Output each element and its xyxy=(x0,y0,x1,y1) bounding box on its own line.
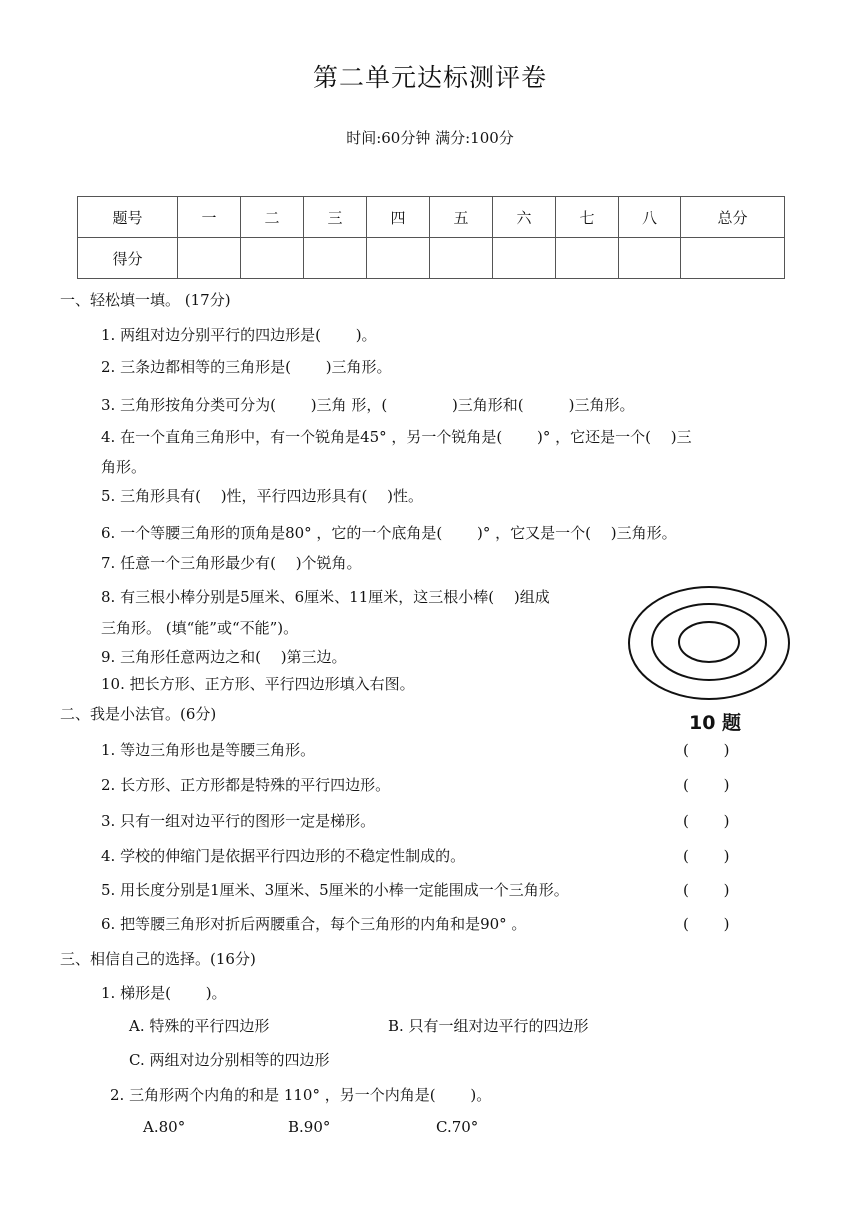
section3-question-2: 2. 三角形两个内角的和是 110° ，另一个内角是( )。 xyxy=(110,1086,492,1104)
score-entry-cell[interactable] xyxy=(681,238,785,279)
section1-question-5: 5. 三角形具有( )性，平行四边形具有( )性。 xyxy=(101,487,424,505)
score-header-cell: 四 xyxy=(367,197,430,238)
section1-question-8-continued: 三角形。 (填“能”或“不能”)。 xyxy=(101,619,299,637)
section1-question-3: 3. 三角形按角分类可分为( )三角 形，( )三角形和( )三角形。 xyxy=(101,396,635,414)
score-entry-cell[interactable] xyxy=(241,238,304,279)
score-table-header-row xyxy=(78,197,785,238)
score-header-cell: 题号 xyxy=(78,197,178,238)
score-header-cell: 一 xyxy=(178,197,241,238)
score-entry-cell[interactable] xyxy=(178,238,241,279)
section1-question-4: 4. 在一个直角三角形中，有一个锐角是45° ，另一个锐角是( )° ，它还是一个( )三 xyxy=(101,428,692,446)
section2-heading: 二、我是小法官。(6分) xyxy=(60,705,217,723)
section1-question-4-continued: 角形。 xyxy=(101,458,147,476)
answer-paren[interactable]: ( ) xyxy=(683,847,730,865)
section1-heading: 一、轻松填一填。 (17分) xyxy=(60,291,231,309)
section2-item-3: 3. 只有一组对边平行的图形一定是梯形。 xyxy=(101,812,376,830)
section3-q1-option-c[interactable]: C. 两组对边分别相等的四边形 xyxy=(129,1051,330,1069)
exam-subtitle: 时间:60分钟 满分:100分 xyxy=(346,129,514,147)
section1-question-10: 10. 把长方形、正方形、平行四边形填入右图。 xyxy=(101,675,415,693)
score-row-label: 得分 xyxy=(78,238,178,279)
section2-item-1: 1. 等边三角形也是等腰三角形。 xyxy=(101,741,316,759)
section3-question-1: 1. 梯形是( )。 xyxy=(101,984,227,1002)
score-header-cell: 二 xyxy=(241,197,304,238)
section3-heading: 三、相信自己的选择。(16分) xyxy=(60,950,256,968)
score-entry-cell[interactable] xyxy=(430,238,493,279)
section1-question-1: 1. 两组对边分别平行的四边形是( )。 xyxy=(101,326,377,344)
figure-caption: 10 题 xyxy=(689,712,742,734)
inner-ellipse[interactable] xyxy=(679,622,739,662)
score-header-cell: 六 xyxy=(493,197,556,238)
section2-item-5: 5. 用长度分别是1厘米、3厘米、5厘米的小棒一定能围成一个三角形。 xyxy=(101,881,569,899)
section3-q2-option-b[interactable]: B.90° xyxy=(288,1118,331,1136)
score-table xyxy=(77,196,785,279)
section1-question-7: 7. 任意一个三角形最少有( )个锐角。 xyxy=(101,554,362,572)
score-header-cell: 八 xyxy=(619,197,681,238)
answer-paren[interactable]: ( ) xyxy=(683,812,730,830)
answer-paren[interactable]: ( ) xyxy=(683,915,730,933)
score-entry-cell[interactable] xyxy=(619,238,681,279)
section3-q2-option-a[interactable]: A.80° xyxy=(143,1118,186,1136)
section2-item-2: 2. 长方形、正方形都是特殊的平行四边形。 xyxy=(101,776,391,794)
concentric-ellipses-figure[interactable] xyxy=(626,584,792,706)
score-header-cell: 总分 xyxy=(681,197,785,238)
section2-item-4: 4. 学校的伸缩门是依据平行四边形的不稳定性制成的。 xyxy=(101,847,466,865)
section1-question-9: 9. 三角形任意两边之和( )第三边。 xyxy=(101,648,347,666)
answer-paren[interactable]: ( ) xyxy=(683,741,730,759)
section3-q2-option-c[interactable]: C.70° xyxy=(436,1118,479,1136)
section3-q1-option-b[interactable]: B. 只有一组对边平行的四边形 xyxy=(388,1017,589,1035)
section2-item-6: 6. 把等腰三角形对折后两腰重合，每个三角形的内角和是90° 。 xyxy=(101,915,527,933)
score-table-score-row xyxy=(78,238,785,279)
score-header-cell: 三 xyxy=(304,197,367,238)
score-entry-cell[interactable] xyxy=(304,238,367,279)
answer-paren[interactable]: ( ) xyxy=(683,776,730,794)
score-header-cell: 七 xyxy=(556,197,619,238)
score-entry-cell[interactable] xyxy=(367,238,430,279)
section1-question-6: 6. 一个等腰三角形的顶角是80° ，它的一个底角是( )° ，它又是一个( )三角形。 xyxy=(101,524,677,542)
answer-paren[interactable]: ( ) xyxy=(683,881,730,899)
score-entry-cell[interactable] xyxy=(493,238,556,279)
score-entry-cell[interactable] xyxy=(556,238,619,279)
section1-question-8: 8. 有三根小棒分别是5厘米、6厘米、11厘米，这三根小棒( )组成 xyxy=(101,588,550,606)
middle-ellipse[interactable] xyxy=(652,604,766,680)
exam-title: 第二单元达标测评卷 xyxy=(312,63,547,92)
section3-q1-option-a[interactable]: A. 特殊的平行四边形 xyxy=(129,1017,270,1035)
section1-question-2: 2. 三条边都相等的三角形是( )三角形。 xyxy=(101,358,392,376)
score-header-cell: 五 xyxy=(430,197,493,238)
